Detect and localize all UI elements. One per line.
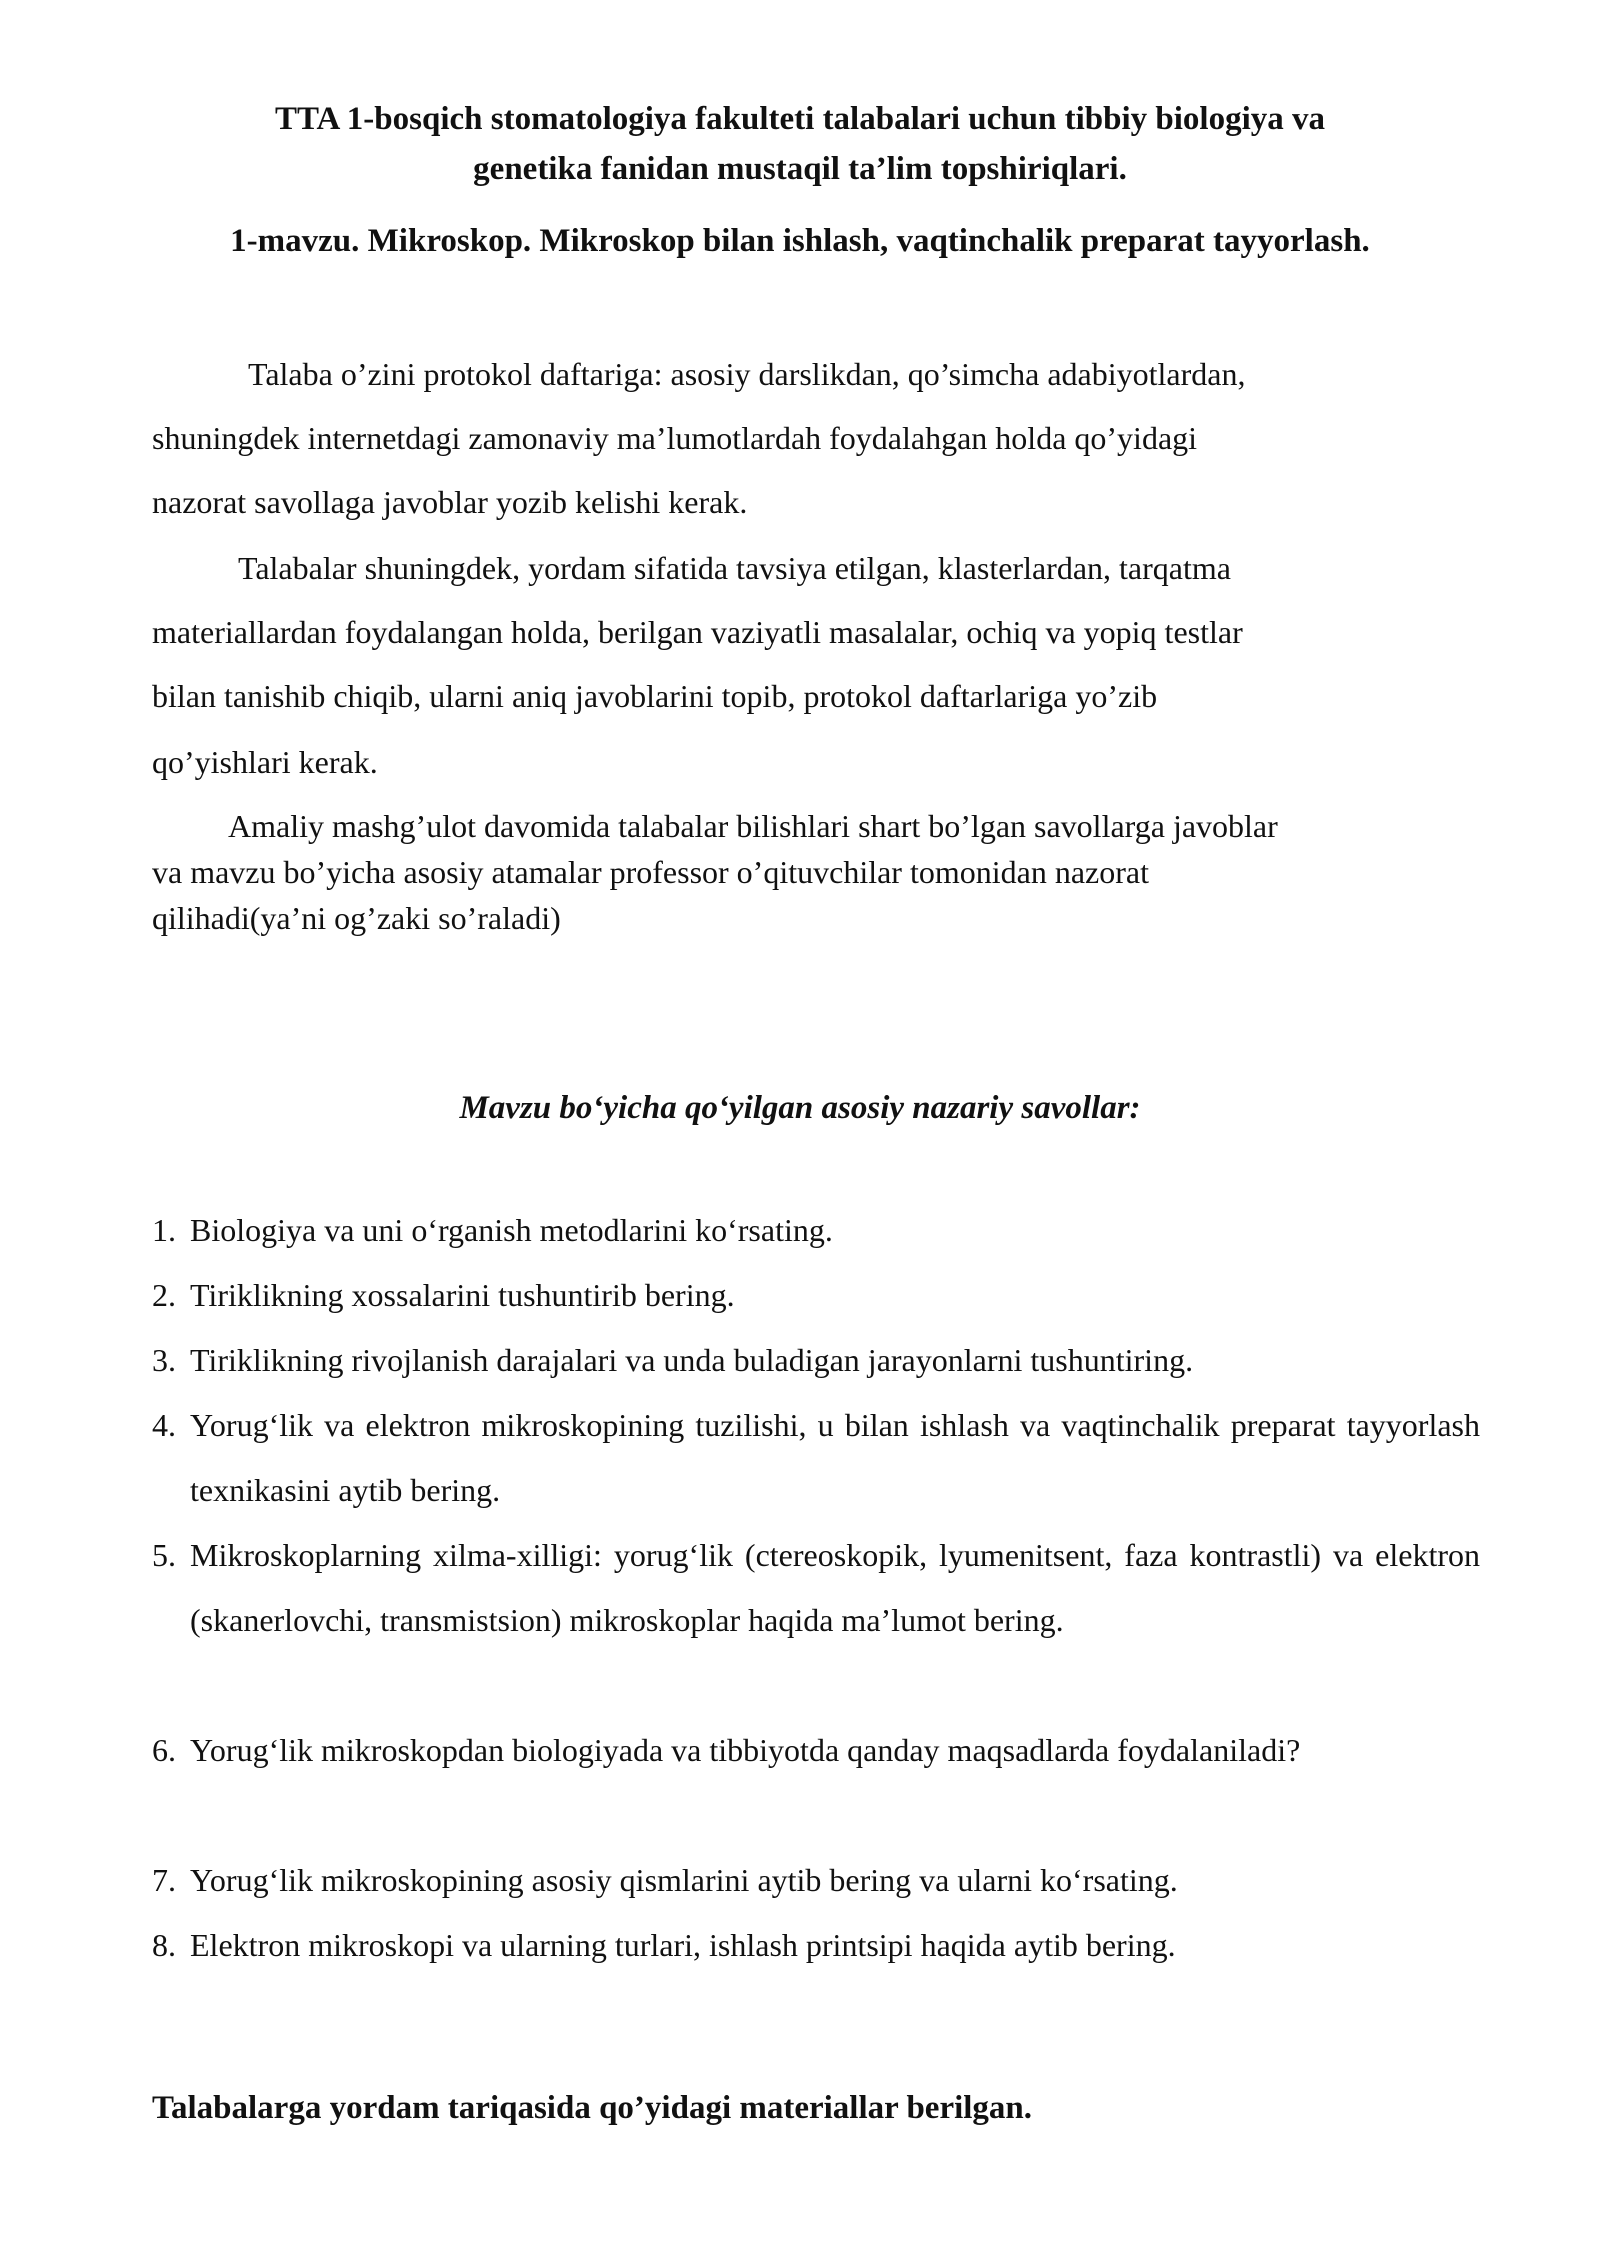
paragraph-line: nazorat savollaga javoblar yozib kelishi kerak.	[152, 484, 748, 520]
questions-heading: Mavzu bo‘yicha qo‘yilgan asosiy nazariy savollar:	[459, 1090, 1141, 1126]
paragraph-line: Amaliy mashg’ulot davomida talabalar bilishlari shart bo’lgan savollarga javoblar	[228, 808, 1278, 844]
topic-subtitle: 1-mavzu. Mikroskop. Mikroskop bilan ishlash, vaqtinchalik preparat tayyorlash.	[230, 223, 1370, 259]
paragraph-line: shuningdek internetdagi zamonaviy ma’lumotlardah foydalahgan holda qo’yidagi	[152, 420, 1198, 456]
paragraph-line: materiallardan foydalangan holda, berilgan vaziyatli masalalar, ochiq va yopiq testlar	[152, 614, 1243, 650]
question-text: Yorug‘lik va elektron mikroskopining tuzilishi, u bilan ishlash va vaqtinchalik preparat tayyorlash texnikasini aytib bering.	[190, 1407, 1480, 1508]
question-number: 5.	[152, 1537, 176, 1573]
paragraph-line: va mavzu bo’yicha asosiy atamalar professor o’qituvchilar tomonidan nazorat	[152, 854, 1149, 890]
document-title-line-1: TTA 1-bosqich stomatologiya fakulteti talabalari uchun tibbiy biologiya va	[274, 101, 1326, 137]
question-text: Mikroskoplarning xilma-xilligi: yorug‘lik (ctereoskopik, lyumenitsent, faza kontrastli) va elektron (skanerlovchi, transmistsion) mikroskoplar haqida ma’lumot bering.	[190, 1537, 1480, 1638]
question-number: 3.	[152, 1342, 176, 1378]
paragraph-line: qilihadi(ya’ni og’zaki so’raladi)	[152, 900, 561, 936]
question-text: Biologiya va uni o‘rganish metodlarini ko‘rsating.	[190, 1212, 833, 1248]
question-number: 2.	[152, 1277, 176, 1313]
question-text: Elektron mikroskopi va ularning turlari, ishlash printsipi haqida aytib bering.	[190, 1927, 1176, 1963]
question-text: Yorug‘lik mikroskopining asosiy qismlarini aytib bering va ularni ko‘rsating.	[190, 1862, 1178, 1898]
paragraph-line: bilan tanishib chiqib, ularni aniq javoblarini topib, protokol daftarlariga yo’zib	[152, 678, 1158, 714]
question-number: 8.	[152, 1927, 176, 1963]
question-text: Tiriklikning rivojlanish darajalari va unda buladigan jarayonlarni tushuntiring.	[190, 1342, 1194, 1378]
question-number: 1.	[152, 1212, 176, 1248]
question-text: Yorug‘lik mikroskopdan biologiyada va tibbiyotda qanday maqsadlarda foydalaniladi?	[190, 1732, 1301, 1768]
question-text: Tiriklikning xossalarini tushuntirib bering.	[190, 1277, 735, 1313]
question-number: 7.	[152, 1862, 176, 1898]
paragraph-line: qo’yishlari kerak.	[152, 744, 378, 780]
paragraph-line: Talaba o’zini protokol daftariga: asosiy darslikdan, qo’simcha adabiyotlardan,	[248, 356, 1246, 392]
question-number: 6.	[152, 1732, 176, 1768]
paragraph-line: Talabalar shuningdek, yordam sifatida tavsiya etilgan, klasterlardan, tarqatma	[238, 550, 1231, 586]
document-title-line-2: genetika fanidan mustaqil ta’lim topshiriqlari.	[473, 151, 1127, 187]
materials-note: Talabalarga yordam tariqasida qo’yidagi materiallar berilgan.	[152, 2090, 1033, 2126]
question-number: 4.	[152, 1407, 176, 1443]
